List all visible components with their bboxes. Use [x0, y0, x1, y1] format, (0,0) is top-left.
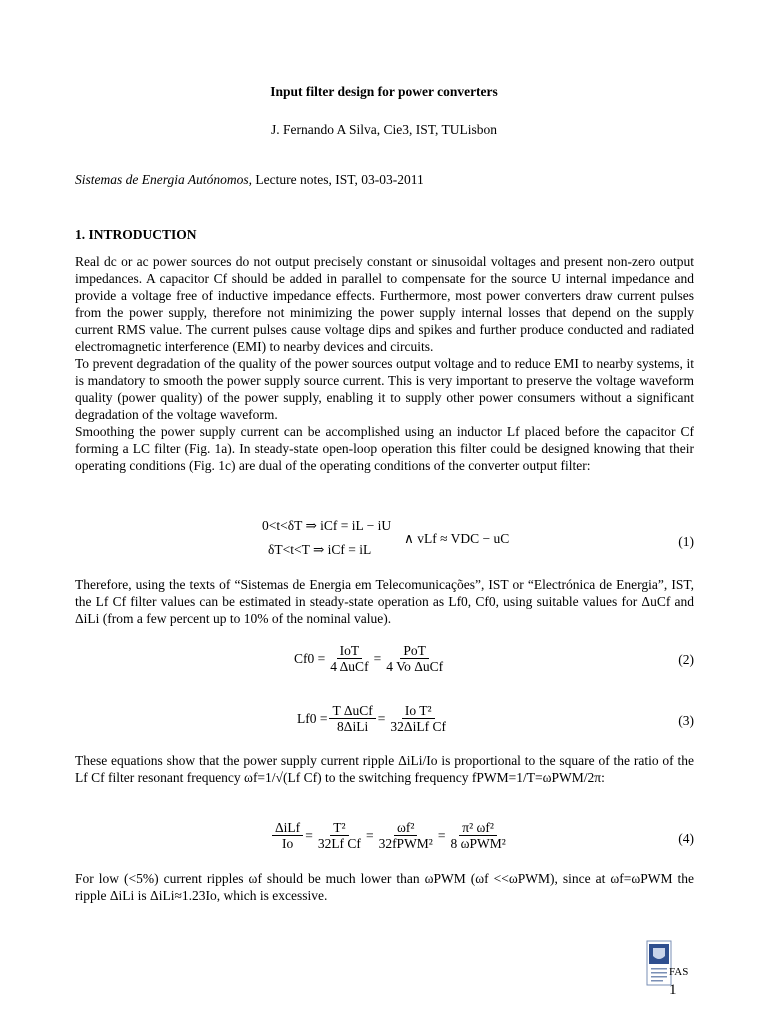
- eq1-line1: 0<t<δT ⇒ iCf = iL − iU: [262, 518, 392, 533]
- paragraph-1: Real dc or ac power sources do not output precisely constant or sinusoidal voltages and present non-zero output impedances. A capacitor Cf should be added in parallel to compensate for the source U internal impedance and provide a voltage free of inductive impedance effects. Furthermore, most power converters draw current pulses from the power supply, therefore not minimizing the power supply internal losses that depend on the supply current RMS value. The current pulses cause voltage dips and spikes and further produce conducted and radiated electromagnetic interference (EMI) to nearby devices and circuits.: [75, 254, 694, 354]
- eq4-fraction-3: [376, 820, 436, 851]
- eq3-denominator-2: 32ΔiLf Cf: [390, 719, 446, 734]
- eq4-denominator-3: 32fPWM²: [378, 836, 433, 851]
- eq3-lhs: Lf0 =: [297, 710, 328, 726]
- paragraph-4: Therefore, using the texts of “Sistemas de Energia em Telecomunicações”, IST or “Electrónica de Energia”, IST, the Lf Cf filter values can be estimated in steady-state operation as Lf0, Cf0, using suitable values for ΔuCf and ΔiLi (from a few percent up to 10% of the nominal value).: [75, 577, 694, 626]
- eq4-denominator-1: Io: [281, 836, 294, 851]
- eq4-denominator-2: 32Lf Cf: [317, 836, 361, 851]
- footer-label: FAS: [669, 966, 689, 978]
- eq2-numerator-1: IoT: [337, 643, 363, 659]
- eq4-numerator-4: π² ωf²: [459, 820, 497, 836]
- eq1-line2: δT<t<T ⇒ iCf = iL: [268, 542, 372, 557]
- eq4-numerator-2: T²: [330, 820, 348, 836]
- paragraph-5: These equations show that the power supply current ripple ΔiLi/Io is proportional to the square of the ratio of the Lf Cf filter resonant frequency ωf=1/√(Lf Cf) to the switching frequency fPWM=1/T=ωPWM/2π:: [75, 753, 694, 785]
- eq2-fraction-2: [383, 643, 446, 674]
- eq3-numerator-1: T ΔuCf: [329, 703, 375, 719]
- author-line: J. Fernando A Silva, Cie3, IST, TULisbon: [271, 122, 497, 137]
- paragraph-2: To prevent degradation of the quality of the power sources output voltage and to reduce EMI to nearby systems, it is mandatory to smooth the power supply source current. This is very important to preserve the voltage waveform quality (power quality) of the power supply, enabling it to supply other power consumers without a significant degradation of the voltage waveform.: [75, 356, 694, 422]
- course-name: Sistemas de Energia Autónomos,: [75, 172, 252, 187]
- eq4-fraction-1: [272, 820, 303, 851]
- eq4-fraction-4: [447, 820, 508, 851]
- paragraph-3: Smoothing the power supply current can be accomplished using an inductor Lf placed before the capacitor Cf forming a LC filter (Fig. 1a). In steady-state open-loop operation this filter could be designed knowing that their operating conditions (Fig. 1c) are dual of the operating conditions of the converter output filter:: [75, 424, 694, 473]
- eq4-numerator-1: ΔiLf: [272, 820, 303, 836]
- paper-title: Input filter design for power converters: [270, 84, 498, 99]
- intro-paragraphs: [75, 253, 694, 474]
- eq2-denominator-1: 4 ΔuCf: [330, 659, 369, 674]
- eq3-number: (3): [678, 713, 694, 728]
- eq2-fraction-1: [327, 643, 371, 674]
- course-line: [75, 172, 424, 188]
- eq3-fraction-2: [387, 703, 449, 734]
- eq3-fraction-1: [329, 703, 375, 734]
- document-page: Input filter design for power converters J. Fernando A Silva, Cie3, IST, TULisbon Sistemas de Energia Autónomos, Lecture notes, IST, 03-03-2011 1. INTRODUCTION Real dc or ac power sources do not output precisely constant or sinusoidal voltages and present non-zero output impedances. A capacitor Cf should be added in parallel to compensate for the source U internal impedance and provide a voltage free of inductive impedance effects. Furthermore, most power converters draw current pulses from the power supply, therefore not minimizing the power supply internal losses that depend on the supply current RMS value. The current pulses cause voltage dips and spikes and further produce conducted and radiated electromagnetic interference (EMI) to nearby devices and circuits. To prevent degradation of the quality of the power sources output voltage and to reduce EMI to nearby systems, it is mandatory to smooth the power supply source current. This is very important to preserve the voltage waveform quality (power quality) of the power supply, enabling it to supply other power consumers without a significant degradation of the voltage waveform. Smoothing the power supply current can be accomplished using an inductor Lf placed before the capacitor Cf forming a LC filter (Fig. 1a). In steady-state open-loop operation this filter could be designed knowing that their operating conditions (Fig. 1c) are dual of the operating conditions of the converter output filter: 0<t<δT ⇒ iCf = iL − iU ∧ vLf ≈ VDC − uC δT<t<T ⇒ iCf = iL (1) Therefore, using the texts of “Sistemas de Energia em Telecomunicações”, IST or “Electrónica de Energia”, IST, the Lf Cf filter values can be estimated in steady-state operation as Lf0, Cf0, using suitable values for ΔuCf and ΔiLi (from a few percent up to 10% of the nominal value). Cf0 = $\frac{\text{IoT}}{\text{4 ΔuCf}}$ = $\frac{\text{PoT}}{\text{4 Vo ΔuCf}}$ (2) Lf0 = $\frac{\text{T ΔuCf}}{\text{8ΔiLi}}$ = $\frac{\text{Io T²}}{\text{32ΔiLf Cf}}$ (3) These equations show that the power supply current ripple ΔiLi/Io is proportional to the square of the ratio of the Lf Cf filter resonant frequency ωf=1/√(Lf Cf) to the switching frequency fPWM=1/T=ωPWM/2π: $\frac{\text{ΔiLf}}{Io}$ = $\frac{\text{T²}}{\text{32Lf Cf}}$ = $\frac{\text{ωf²}}{\text{32fPWM²}}$ = $\frac{\text{π² ωf²}}{\text{8 ωPWM²}}$ (4) For low (<5%) current ripples ωf should be much lower than ωPWM (ωf <<ωPWM), since at ωf=ωPWM the ripple ΔiLi is ΔiLi≈1.23Io, which is excessive. FAS 1: [0, 0, 768, 1024]
- eq2-lhs: Cf0 =: [294, 650, 326, 666]
- eq3-denominator-1: 8ΔiLi: [337, 719, 369, 734]
- eq2-number: (2): [678, 652, 694, 667]
- eq1-right: ∧ vLf ≈ VDC − uC: [404, 531, 510, 546]
- eq4-denominator-4: 8 ωPWM²: [450, 836, 506, 851]
- eq4-number: (4): [678, 831, 694, 846]
- section-heading: 1. INTRODUCTION: [75, 227, 197, 242]
- eq2-denominator-2: 4 Vo ΔuCf: [386, 659, 444, 674]
- paragraph-6: For low (<5%) current ripples ωf should be much lower than ωPWM (ωf <<ωPWM), since at ωf=ωPWM the ripple ΔiLi is ΔiLi≈1.23Io, which is excessive.: [75, 871, 694, 903]
- eq3-numerator-2: Io T²: [402, 703, 435, 719]
- eq4-fraction-2: [315, 820, 364, 851]
- page-number: 1: [669, 982, 677, 998]
- course-details: Lecture notes, IST, 03-03-2011: [252, 172, 424, 187]
- eq4-numerator-3: ωf²: [394, 820, 417, 836]
- eq1-number: (1): [678, 534, 694, 549]
- eq2-numerator-2: PoT: [400, 643, 429, 659]
- university-logo-icon: [646, 940, 672, 986]
